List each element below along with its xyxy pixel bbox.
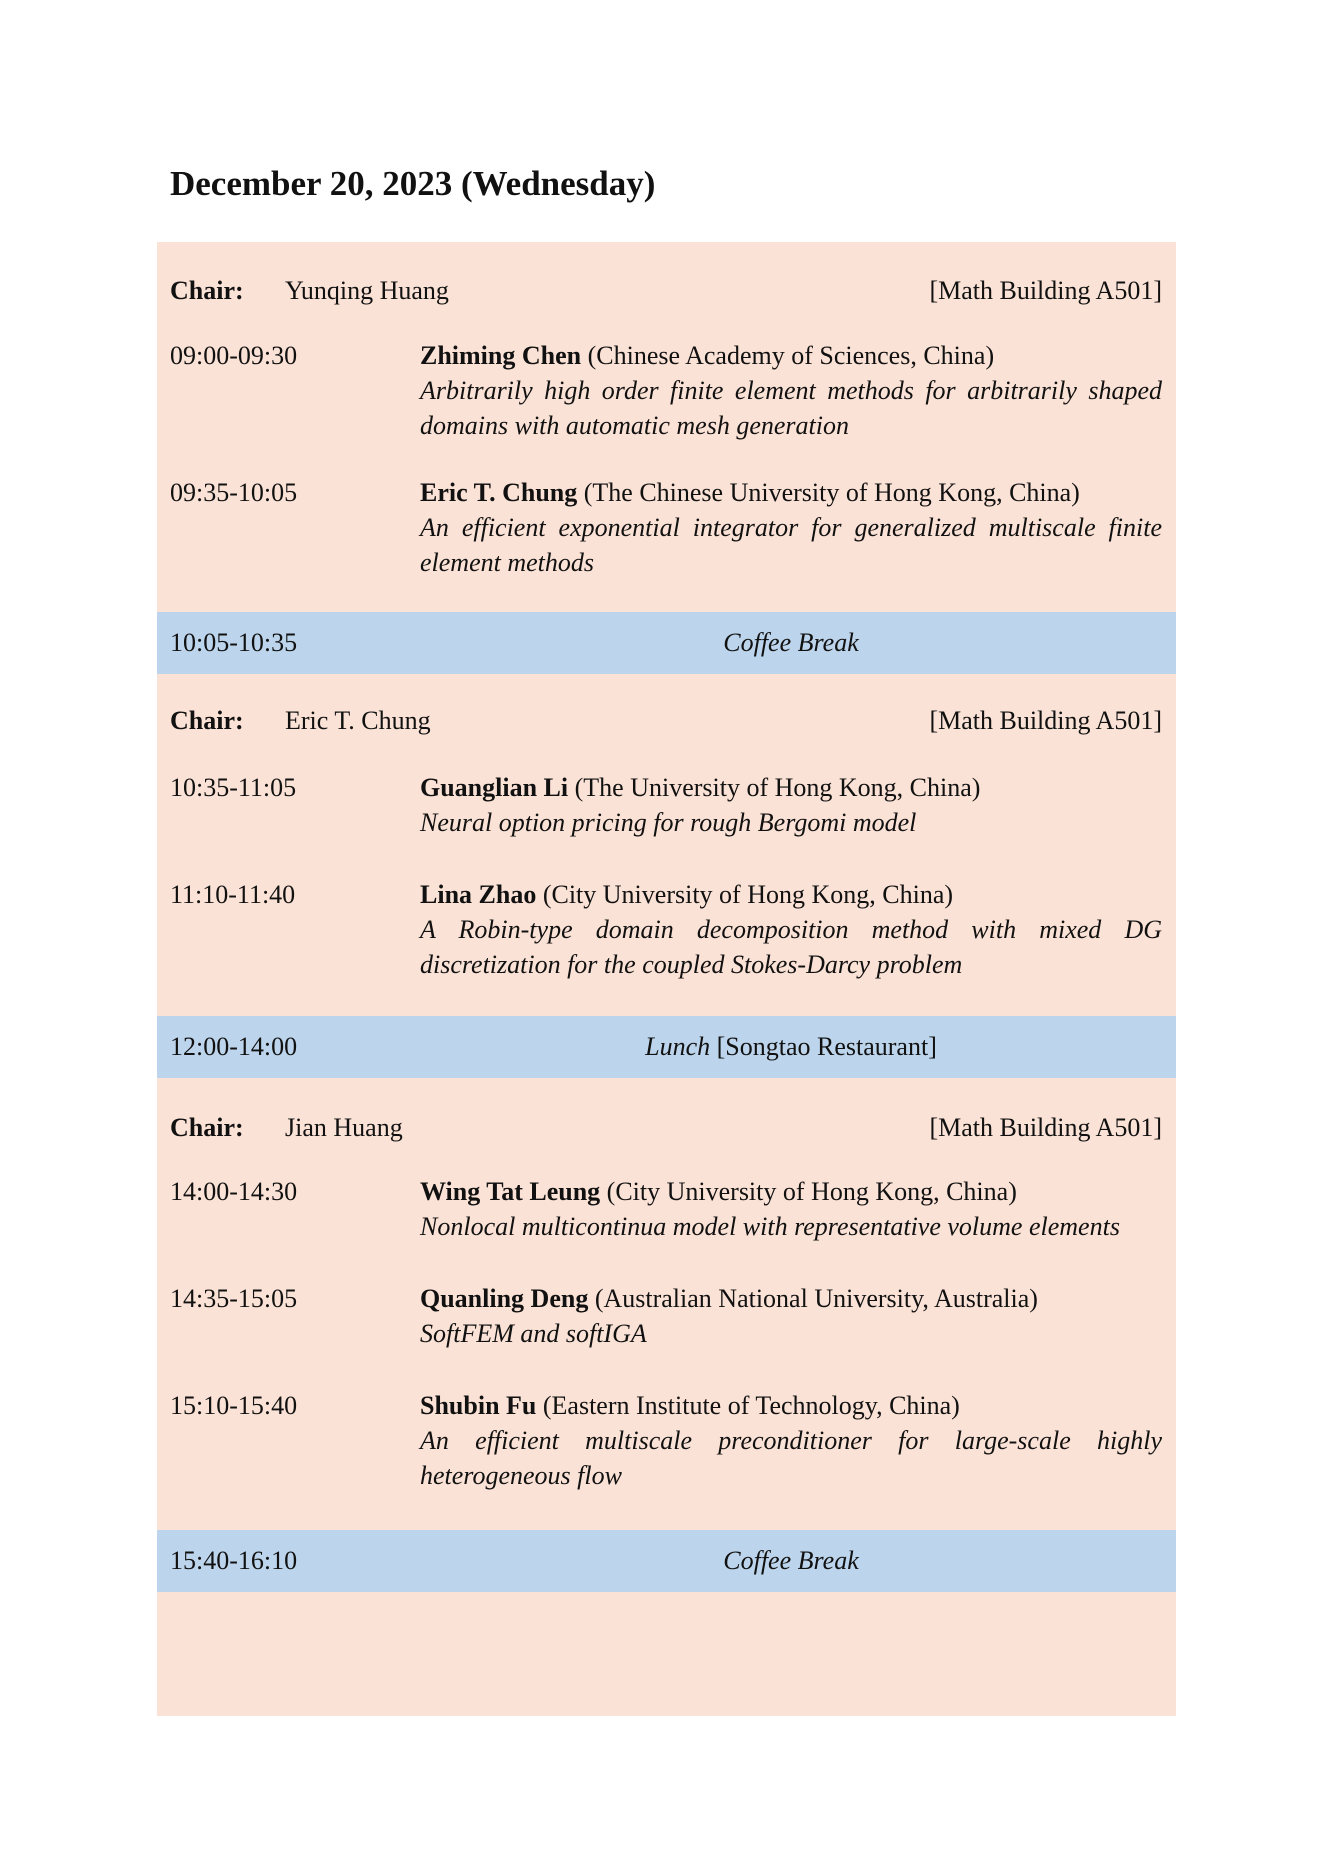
speaker-affiliation: (Australian National University, Australia) bbox=[588, 1284, 1038, 1313]
talk-time: 09:00-09:30 bbox=[170, 341, 298, 370]
session-block bbox=[157, 242, 1176, 612]
speaker-name: Quanling Deng bbox=[420, 1284, 589, 1313]
talk-entry bbox=[170, 475, 1162, 580]
speaker-name: Eric T. Chung bbox=[420, 478, 578, 507]
coffee-break-row bbox=[157, 612, 1176, 674]
speaker-affiliation: (City University of Hong Kong, China) bbox=[600, 1177, 1017, 1206]
speaker-name: Zhiming Chen bbox=[420, 341, 582, 370]
break-time: 12:00-14:00 bbox=[170, 1032, 298, 1061]
lunch-break-row bbox=[157, 1016, 1176, 1078]
talk-entry bbox=[170, 1281, 1162, 1351]
break-label: Lunch bbox=[645, 1032, 711, 1061]
speaker-name: Shubin Fu bbox=[420, 1391, 537, 1420]
talk-entry bbox=[170, 770, 1162, 840]
talk-time: 14:35-15:05 bbox=[170, 1284, 298, 1313]
speaker-affiliation: (The Chinese University of Hong Kong, China) bbox=[577, 478, 1080, 507]
room-label: [Math Building A501] bbox=[929, 706, 1162, 735]
chair-label: Chair: bbox=[170, 706, 244, 735]
session-block bbox=[157, 674, 1176, 1016]
chair-name: Eric T. Chung bbox=[285, 706, 431, 735]
talk-entry bbox=[170, 877, 1162, 982]
speaker-name: Lina Zhao bbox=[420, 880, 537, 909]
coffee-break-row bbox=[157, 1530, 1176, 1592]
talk-time: 11:10-11:40 bbox=[170, 880, 296, 909]
speaker-affiliation: (Chinese Academy of Sciences, China) bbox=[581, 341, 995, 370]
talk-title: SoftFEM and softIGA bbox=[420, 1319, 647, 1348]
room-label: [Math Building A501] bbox=[929, 276, 1162, 305]
break-label: Coffee Break bbox=[723, 628, 859, 657]
speaker-affiliation: (The University of Hong Kong, China) bbox=[568, 773, 981, 802]
talk-entry bbox=[170, 1174, 1162, 1244]
talk-time: 14:00-14:30 bbox=[170, 1177, 298, 1206]
chair-name: Yunqing Huang bbox=[285, 276, 449, 305]
talk-time: 15:10-15:40 bbox=[170, 1391, 298, 1420]
chair-label: Chair: bbox=[170, 276, 244, 305]
chair-name: Jian Huang bbox=[285, 1113, 403, 1142]
break-time: 15:40-16:10 bbox=[170, 1546, 298, 1575]
speaker-affiliation: (City University of Hong Kong, China) bbox=[536, 880, 954, 909]
talk-title: An efficient multiscale preconditioner for large-scale highly heterogeneous flow bbox=[420, 1426, 1162, 1490]
session-block bbox=[157, 1078, 1176, 1530]
talk-entry bbox=[170, 1388, 1162, 1493]
break-label: Coffee Break bbox=[723, 1546, 859, 1575]
chair-row bbox=[170, 1111, 1162, 1145]
chair-row bbox=[170, 274, 1162, 308]
break-time: 10:05-10:35 bbox=[170, 628, 298, 657]
speaker-affiliation: (Eastern Institute of Technology, China) bbox=[536, 1391, 960, 1420]
talk-time: 10:35-11:05 bbox=[170, 773, 297, 802]
room-label: [Math Building A501] bbox=[929, 1113, 1162, 1142]
speaker-name: Guanglian Li bbox=[420, 773, 569, 802]
talk-title: Arbitrarily high order finite element methods for arbitrarily shaped domains with automatic mesh generation bbox=[420, 376, 1162, 440]
talk-title: Nonlocal multicontinua model with representative volume elements bbox=[420, 1212, 1120, 1241]
break-location: [Songtao Restaurant] bbox=[710, 1032, 937, 1061]
talk-entry bbox=[170, 338, 1162, 443]
empty-session-block bbox=[157, 1592, 1176, 1716]
speaker-name: Wing Tat Leung bbox=[420, 1177, 601, 1206]
talk-title: An efficient exponential integrator for generalized multiscale finite element methods bbox=[420, 513, 1162, 577]
talk-title: A Robin-type domain decomposition method with mixed DG discretization for the coupled Stokes-Darcy problem bbox=[420, 915, 1162, 979]
talk-title: Neural option pricing for rough Bergomi model bbox=[420, 808, 917, 837]
talk-time: 09:35-10:05 bbox=[170, 478, 298, 507]
chair-row bbox=[170, 704, 1162, 738]
page-title: December 20, 2023 (Wednesday) bbox=[170, 164, 656, 203]
chair-label: Chair: bbox=[170, 1113, 244, 1142]
